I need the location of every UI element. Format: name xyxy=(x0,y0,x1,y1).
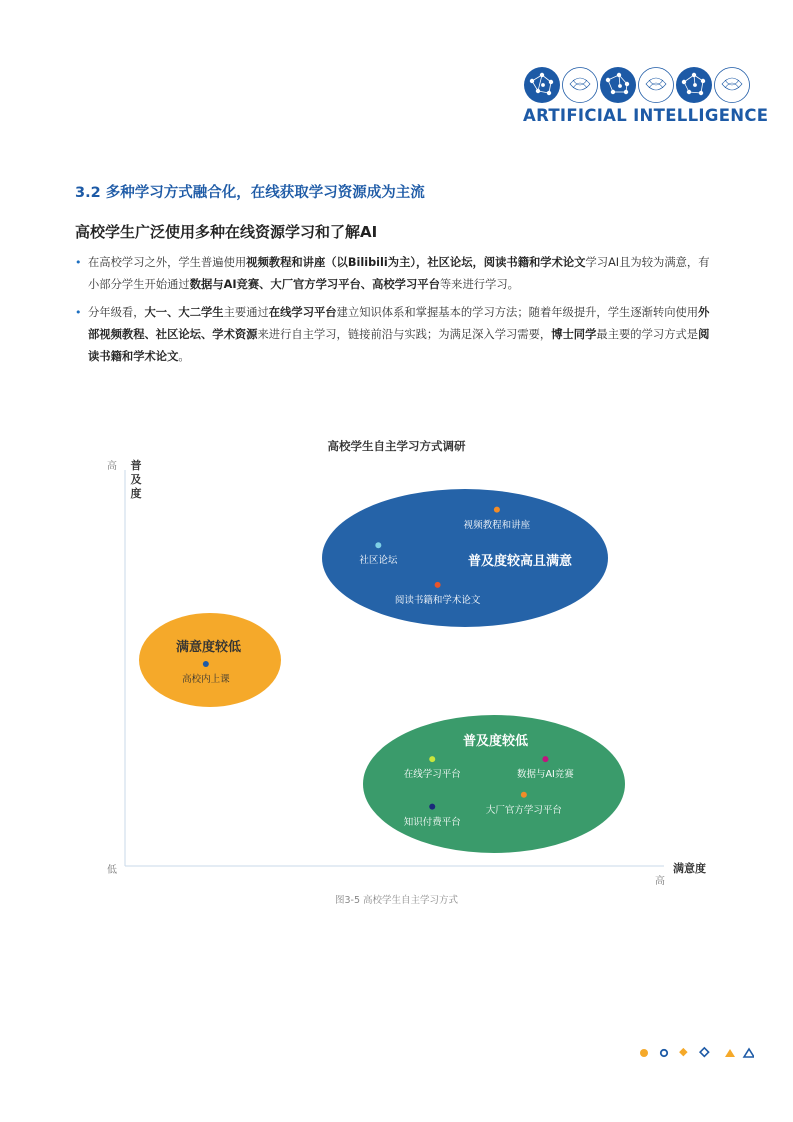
bullet-text: 。 xyxy=(178,350,190,363)
bullet-bold: 外部视频教程、社区论坛、学术资源 xyxy=(88,306,710,341)
bullet-text: 等来进行学习。 xyxy=(439,278,519,291)
x-axis-name: 满意度 xyxy=(673,862,706,875)
bullet-bold: 博士同学 xyxy=(551,328,597,341)
y-axis-name: 普及度 xyxy=(130,459,142,500)
data-point-label-6: 大厂官方学习平台 xyxy=(485,804,562,816)
bullet-text: 来进行自主学习，链接前沿与实践；为满足深入学习需要， xyxy=(257,328,552,341)
bullet-text: 在高校学习之外，学生普遍使用 xyxy=(88,256,247,269)
figure-caption: 图3-5 高校学生自主学习方式 xyxy=(334,895,459,906)
data-point-label-1: 社区论坛 xyxy=(359,555,398,567)
bullet-bold: 视频教程和讲座（以Bilibili为主），社区论坛，阅读书籍和学术论文 xyxy=(246,256,586,269)
section-subtitle: 高校学生广泛使用多种在线资源学习和了解AI xyxy=(75,223,378,241)
data-point-label-3: 高校内上课 xyxy=(182,674,230,686)
data-point-label-2: 阅读书籍和学术论文 xyxy=(394,594,481,606)
data-point-1 xyxy=(375,542,381,548)
data-point-label-4: 在线学习平台 xyxy=(403,769,461,781)
footer-decoration xyxy=(638,1046,754,1060)
bullet-dot-icon: • xyxy=(75,306,82,319)
footer-triangle-icon xyxy=(725,1049,735,1057)
data-point-7 xyxy=(429,804,435,810)
bullet-text: 主要通过 xyxy=(223,306,269,319)
bullet-text: 最主要的学习方式是 xyxy=(596,328,699,341)
footer-diamond-outline-icon xyxy=(700,1048,708,1056)
bullet-bold: 数据与AI竞赛、大厂官方学习平台、高校学习平台 xyxy=(189,278,440,291)
data-point-6 xyxy=(521,792,527,798)
footer-ring-icon xyxy=(661,1050,667,1056)
bullet-bold: 阅读书籍和学术论文 xyxy=(88,328,710,363)
y-axis-high-label: 高 xyxy=(107,461,117,472)
data-point-label-5: 数据与AI竞赛 xyxy=(517,769,574,781)
data-point-0 xyxy=(494,507,500,513)
cluster-label-low-satisfaction: 满意度较低 xyxy=(176,640,242,655)
y-axis-low-label: 低 xyxy=(107,865,117,876)
data-point-3 xyxy=(203,661,209,667)
cluster-label-low-popularity: 普及度较低 xyxy=(463,734,529,749)
bullet-bold: 在线学习平台 xyxy=(268,306,337,319)
cluster-label-high-popularity: 普及度较高且满意 xyxy=(468,554,573,569)
footer-dot-icon xyxy=(640,1049,648,1057)
footer-triangle-outline-icon xyxy=(744,1049,754,1057)
bullet-bold: 大一、大二学生 xyxy=(144,306,224,319)
data-point-2 xyxy=(435,582,441,588)
cluster-ellipse-low-satisfaction xyxy=(139,613,281,707)
section-title: 3.2 多种学习方式融合化，在线获取学习资源成为主流 xyxy=(75,185,425,201)
bullet-text: 建立知识体系和掌握基本的学习方法；随着年级提升，学生逐渐转向使用 xyxy=(336,306,699,319)
data-point-4 xyxy=(429,756,435,762)
data-point-label-0: 视频教程和讲座 xyxy=(463,519,531,531)
data-point-label-7: 知识付费平台 xyxy=(403,816,461,828)
bullet-text: 分年级看， xyxy=(88,306,145,319)
chart-title: 高校学生自主学习方式调研 xyxy=(327,439,466,453)
data-point-5 xyxy=(542,756,548,762)
logo-text: ARTIFICIAL INTELLIGENCE xyxy=(523,106,769,125)
bullet-dot-icon: • xyxy=(75,256,82,269)
bullet-text: 学习AI且为较为满意，有小部分学生开始通过 xyxy=(88,256,710,291)
x-axis-high-label: 高 xyxy=(655,876,665,887)
footer-diamond-icon xyxy=(679,1048,687,1056)
